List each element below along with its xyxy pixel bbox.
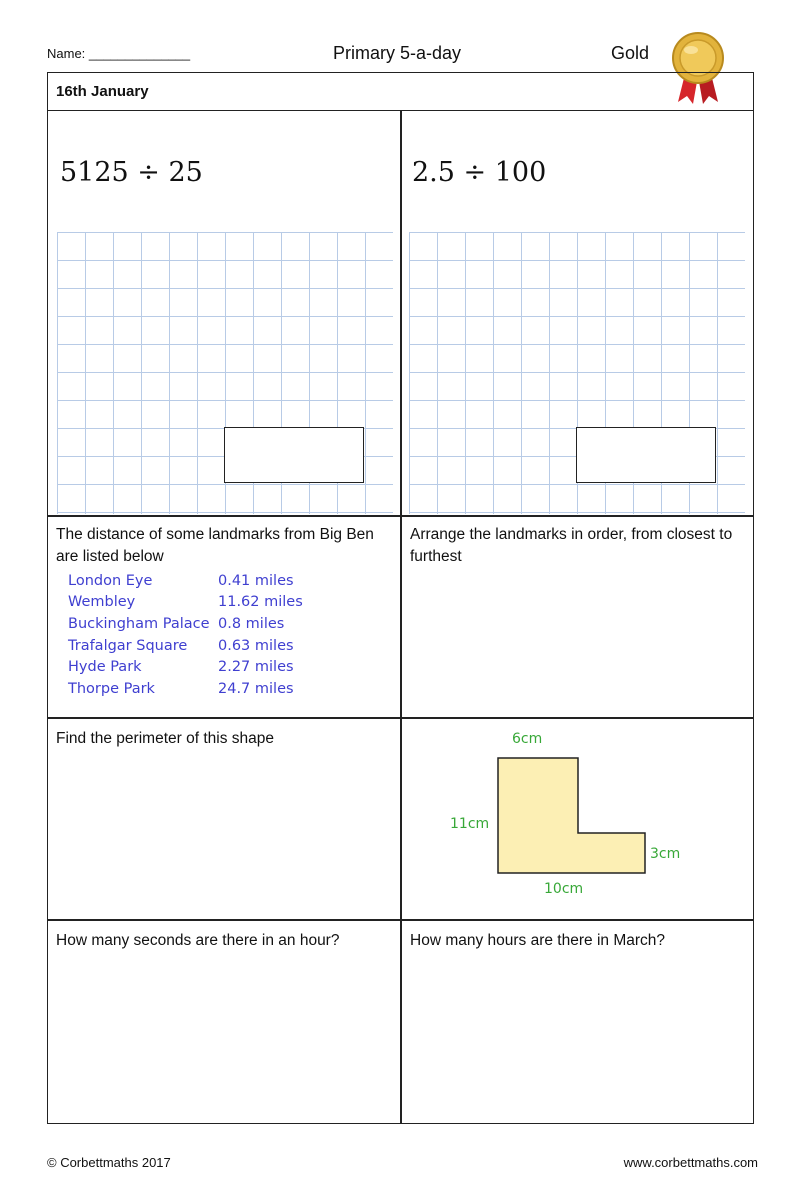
landmark-name: Wembley bbox=[68, 594, 136, 611]
question-4-text: Arrange the landmarks in order, from closest to furthest bbox=[410, 526, 733, 565]
answer-box-1[interactable] bbox=[224, 427, 364, 483]
list-item bbox=[68, 592, 328, 614]
question-5-text: Find the perimeter of this shape bbox=[56, 730, 274, 747]
landmark-list bbox=[68, 570, 328, 700]
question-6-text: How many seconds are there in an hour? bbox=[56, 932, 340, 949]
worksheet-grid bbox=[47, 72, 754, 1124]
question-7-cell[interactable] bbox=[402, 920, 754, 1123]
question-1-expression: 5125 ÷ 25 bbox=[60, 157, 203, 188]
landmark-distance: 11.62 miles bbox=[218, 594, 303, 611]
question-3-text: The distance of some landmarks from Big Ben are listed below bbox=[56, 526, 374, 565]
list-item bbox=[68, 635, 328, 657]
date-bar bbox=[48, 73, 753, 111]
landmark-distance: 2.27 miles bbox=[218, 659, 294, 676]
landmark-distance: 24.7 miles bbox=[218, 680, 294, 697]
shape-label-right: 3cm bbox=[650, 846, 681, 862]
question-5-cell[interactable] bbox=[48, 718, 400, 919]
name-field-label: Name: ______________ bbox=[47, 46, 191, 61]
question-6-cell[interactable] bbox=[48, 920, 400, 1123]
shape-cell bbox=[402, 718, 754, 919]
l-shape bbox=[498, 758, 645, 873]
level-label: Gold bbox=[611, 43, 650, 63]
landmark-distance: 0.41 miles bbox=[218, 572, 294, 589]
shape-label-top: 6cm bbox=[512, 731, 543, 747]
question-2-cell bbox=[402, 111, 754, 515]
list-item bbox=[68, 656, 328, 678]
landmark-name: Trafalgar Square bbox=[68, 637, 188, 654]
worksheet-title: Primary 5-a-day bbox=[332, 43, 462, 63]
list-item bbox=[68, 613, 328, 635]
shape-label-left: 11cm bbox=[450, 816, 490, 832]
copyright-text: © Corbettmaths 2017 bbox=[47, 1155, 171, 1170]
landmark-name: Hyde Park bbox=[68, 659, 142, 676]
question-3-cell bbox=[48, 516, 400, 717]
question-7-text: How many hours are there in March? bbox=[410, 932, 666, 949]
shape-label-bottom: 10cm bbox=[544, 881, 584, 897]
website-text: www.corbettmaths.com bbox=[623, 1155, 758, 1170]
landmark-name: Buckingham Palace bbox=[68, 615, 210, 632]
list-item bbox=[68, 570, 328, 592]
landmark-distance: 0.8 miles bbox=[218, 615, 285, 632]
question-2-expression: 2.5 ÷ 100 bbox=[412, 157, 547, 188]
landmark-name: Thorpe Park bbox=[68, 680, 155, 697]
question-4-cell[interactable] bbox=[402, 516, 754, 717]
answer-box-2[interactable] bbox=[576, 427, 716, 483]
landmark-distance: 0.63 miles bbox=[218, 637, 294, 654]
question-1-cell bbox=[48, 111, 400, 515]
landmark-name: London Eye bbox=[68, 572, 153, 589]
list-item bbox=[68, 678, 328, 700]
worksheet-date: 16th January bbox=[56, 83, 149, 100]
